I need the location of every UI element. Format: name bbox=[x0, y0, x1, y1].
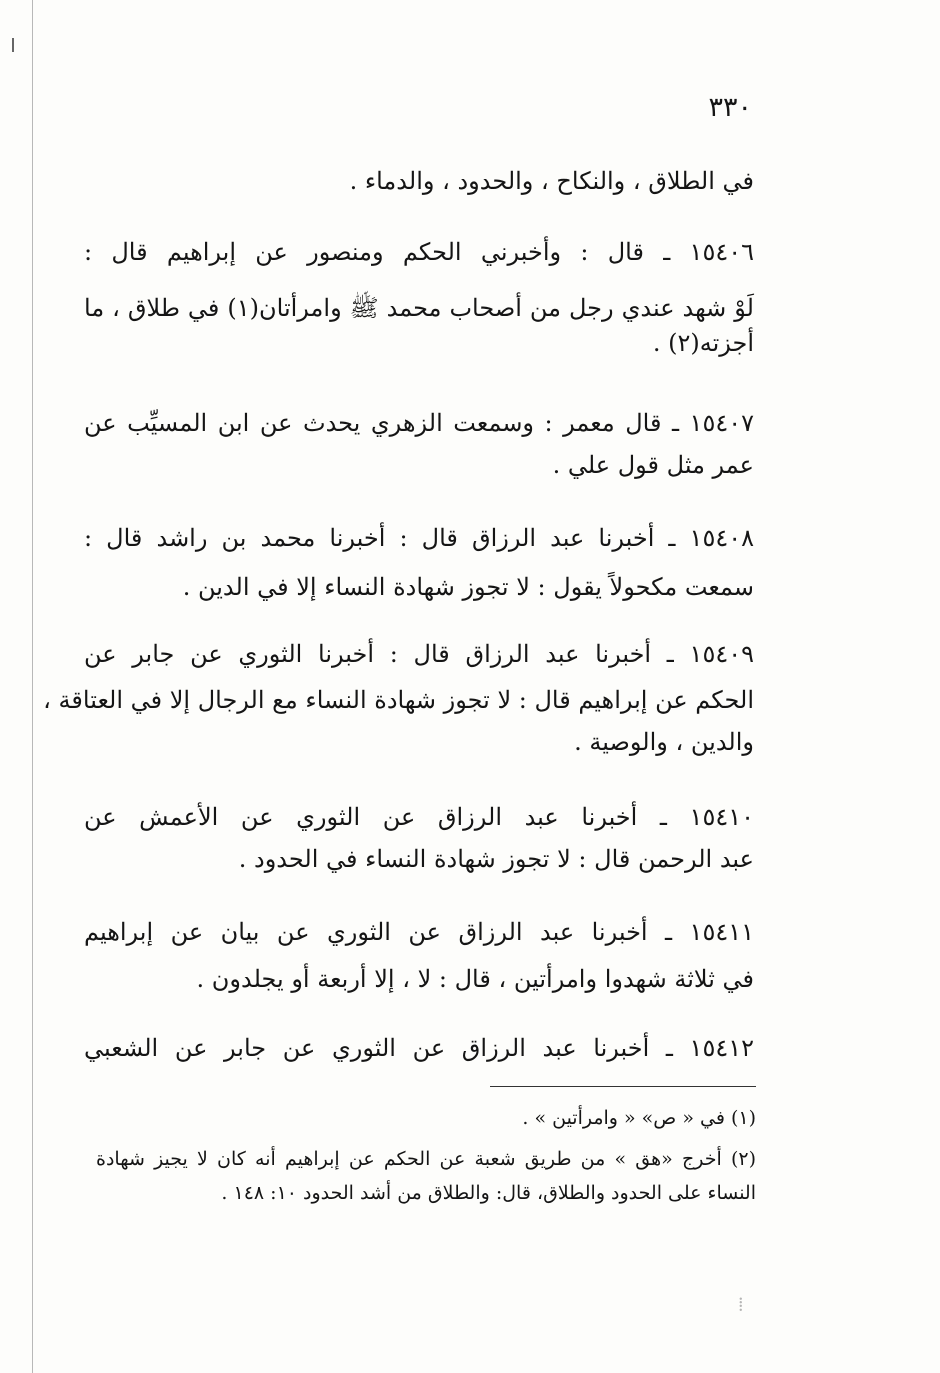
text-line: في الطلاق ، والنكاح ، والحدود ، والدماء . bbox=[349, 167, 754, 195]
text-line: في ثلاثة شهدوا وامرأتين ، قال : لا ، إلا أربعة أو يجلدون . bbox=[196, 965, 754, 993]
page-number: ٣٣٠ bbox=[708, 92, 752, 123]
text-line: ١٥٤٠٧ ـ قال معمر : وسمعت الزهري يحدث عن ابن المسيِّب عن bbox=[84, 409, 754, 437]
text-line: لَوْ شهد عندي رجل من أصحاب محمد ﷺ وامرأتان(١) في طلاق ، ما bbox=[84, 294, 754, 322]
text-line: ١٥٤١١ ـ أخبرنا عبد الرزاق عن الثوري عن بيان عن إبراهيم bbox=[84, 918, 754, 946]
footnote-line: النساء على الحدود والطلاق، قال: والطلاق من أشد الحدود ١٠: ١٤٨ . bbox=[221, 1182, 756, 1204]
text-line: ١٥٤٠٩ ـ أخبرنا عبد الرزاق قال : أخبرنا الثوري عن جابر عن bbox=[84, 640, 754, 668]
text-line: عمر مثل قول علي . bbox=[552, 451, 754, 479]
text-line: ١٥٤٠٨ ـ أخبرنا عبد الرزاق قال : أخبرنا محمد بن راشد قال : bbox=[84, 524, 754, 552]
footnote-separator bbox=[490, 1086, 756, 1087]
text-line: ١٥٤١٠ ـ أخبرنا عبد الرزاق عن الثوري عن الأعمش عن bbox=[84, 803, 754, 831]
scan-mark bbox=[12, 38, 14, 52]
text-line: أجزته(٢) . bbox=[652, 329, 754, 357]
text-line: ١٥٤٠٦ ـ قال : وأخبرني الحكم ومنصور عن إبراهيم قال : bbox=[84, 238, 754, 266]
text-line: عبد الرحمن قال : لا تجوز شهادة النساء في الحدود . bbox=[238, 845, 754, 873]
footnote-line: (١) في « ص» « وامرأتين » . bbox=[522, 1107, 756, 1129]
text-line: والدين ، والوصية . bbox=[574, 728, 754, 756]
text-line: سمعت مكحولاً يقول : لا تجوز شهادة النساء إلا في الدين . bbox=[182, 573, 754, 601]
page-edge-line bbox=[32, 0, 33, 1373]
footnote-line: (٢) أخرج «هق » من طريق شعبة عن الحكم عن إبراهيم أنه كان لا يجيز شهادة bbox=[96, 1148, 756, 1170]
text-line: الحكم عن إبراهيم قال : لا تجوز شهادة النساء مع الرجال إلا في العتاقة ، bbox=[43, 686, 754, 714]
scan-smudge: ⁞ bbox=[738, 1292, 744, 1316]
text-line: ١٥٤١٢ ـ أخبرنا عبد الرزاق عن الثوري عن جابر عن الشعبي bbox=[84, 1034, 754, 1062]
